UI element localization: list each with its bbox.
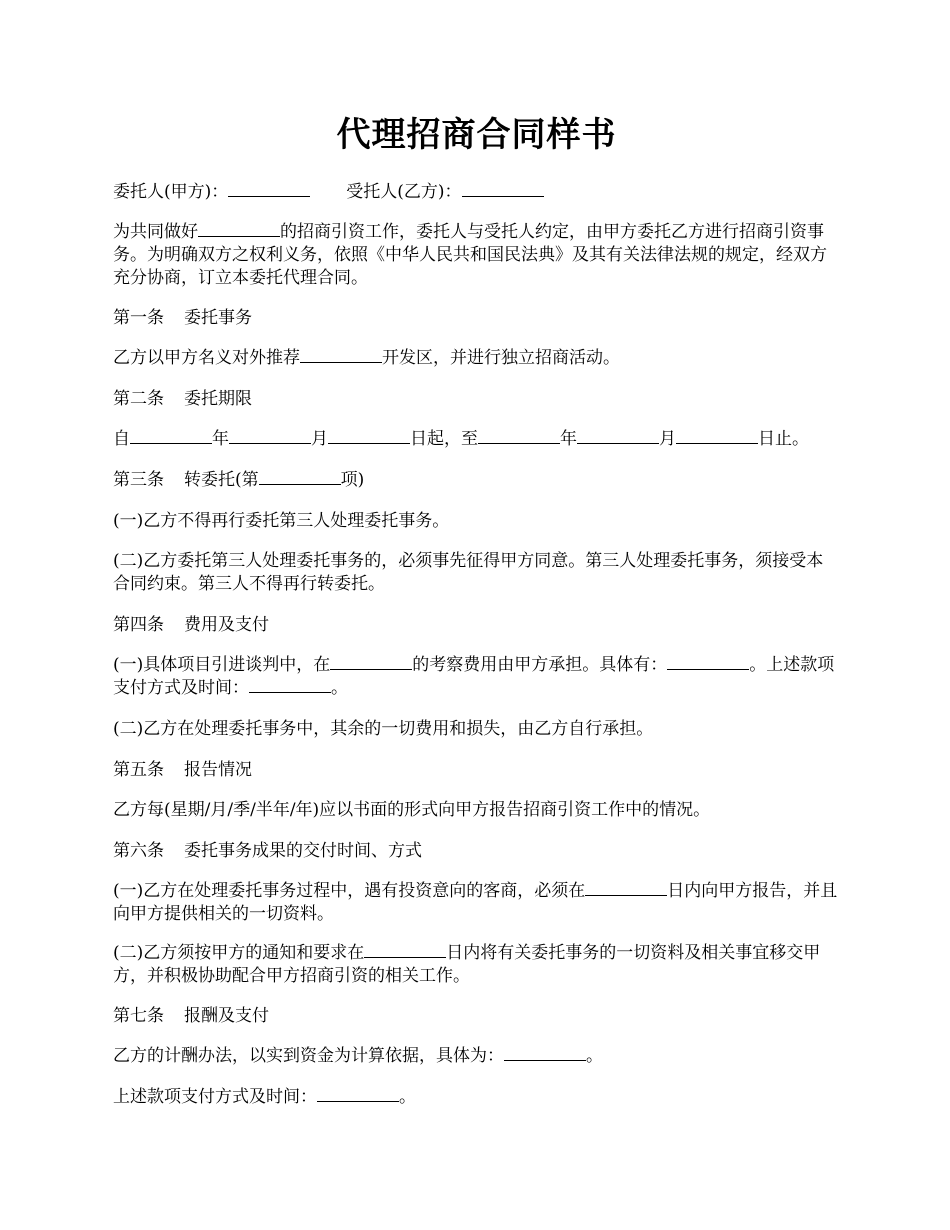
article-3-heading: 第三条 转委托(第 项) (113, 470, 365, 490)
inspection-blank (330, 654, 412, 670)
document-title: 代理招商合同样书 (336, 115, 617, 155)
report-days-blank (585, 880, 667, 896)
article-3-clause-2: (二)乙方委托第三人处理委托事务的，必须事先征得甲方同意。第三人处理委托事务，须接受本合同约束。第三人不得再行转委托。 (113, 551, 824, 594)
article-6-clause-2: (二)乙方须按甲方的通知和要求在 日内将有关委托事务的一切资料及相关事宜移交甲方，并积极协助配合甲方招商引资的相关工作。 (113, 943, 821, 986)
agent-blank (462, 181, 544, 197)
client-label: 委托人(甲方)： (113, 182, 229, 202)
start-day-blank (328, 428, 410, 444)
article-2-heading: 第二条 委托期限 (113, 389, 252, 409)
zone-blank (300, 347, 382, 363)
start-month-blank (229, 428, 311, 444)
parties-line (113, 181, 840, 204)
preamble: 为共同做好 的招商引资工作，委托人与受托人约定，由甲方委托乙方进行招商引资事务。为明确双方之权利义务，依照《中华人民共和国民法典》及其有关法律法规的规定，经双方充分协商，订立本委托代理合同。 (113, 222, 827, 288)
article-5-heading: 第五条 报告情况 (113, 760, 252, 780)
item-blank (259, 469, 341, 485)
article-3-clause-1: (一)乙方不得再行委托第三人处理委托事务。 (113, 511, 450, 531)
article-4-clause-1: (一)具体项目引进谈判中，在 的考察费用由甲方承担。具体有： 。上述款项支付方式及时间： 。 (113, 655, 835, 698)
end-day-blank (676, 428, 758, 444)
payment-blank (249, 677, 331, 693)
article-2-text: 自 年 月 日起，至 年 月 日止。 (113, 429, 809, 449)
article-6-clause-1: (一)乙方在处理委托事务过程中，遇有投资意向的客商，必须在 日内向甲方报告，并且向甲方提供相关的一切资料。 (113, 881, 838, 924)
article-7-heading: 第七条 报酬及支付 (113, 1006, 269, 1026)
article-1-text: 乙方以甲方名义对外推荐 开发区，并进行独立招商活动。 (113, 348, 620, 368)
start-year-blank (130, 428, 212, 444)
article-7-clause-2: 上述款项支付方式及时间： 。 (113, 1087, 416, 1107)
remuneration-payment-blank (317, 1086, 399, 1102)
handover-days-blank (364, 942, 446, 958)
end-month-blank (577, 428, 659, 444)
article-5-clause-1: 乙方每(星期/月/季/半年/年)应以书面的形式向甲方报告招商引资工作中的情况。 (113, 800, 711, 820)
article-7-clause-1: 乙方的计酬办法，以实到资金为计算依据，具体为： 。 (113, 1046, 603, 1066)
article-6-heading: 第六条 委托事务成果的交付时间、方式 (113, 841, 422, 861)
client-blank (228, 181, 310, 197)
remuneration-blank (504, 1045, 586, 1061)
details-blank (667, 654, 749, 670)
agent-label: 受托人(乙方)： (346, 182, 462, 202)
project-blank (198, 221, 280, 237)
article-1-heading: 第一条 委托事务 (113, 308, 252, 328)
article-4-clause-2: (二)乙方在处理委托事务中，其余的一切费用和损失，由乙方自行承担。 (113, 719, 654, 739)
article-4-heading: 第四条 费用及支付 (113, 615, 269, 635)
end-year-blank (478, 428, 560, 444)
